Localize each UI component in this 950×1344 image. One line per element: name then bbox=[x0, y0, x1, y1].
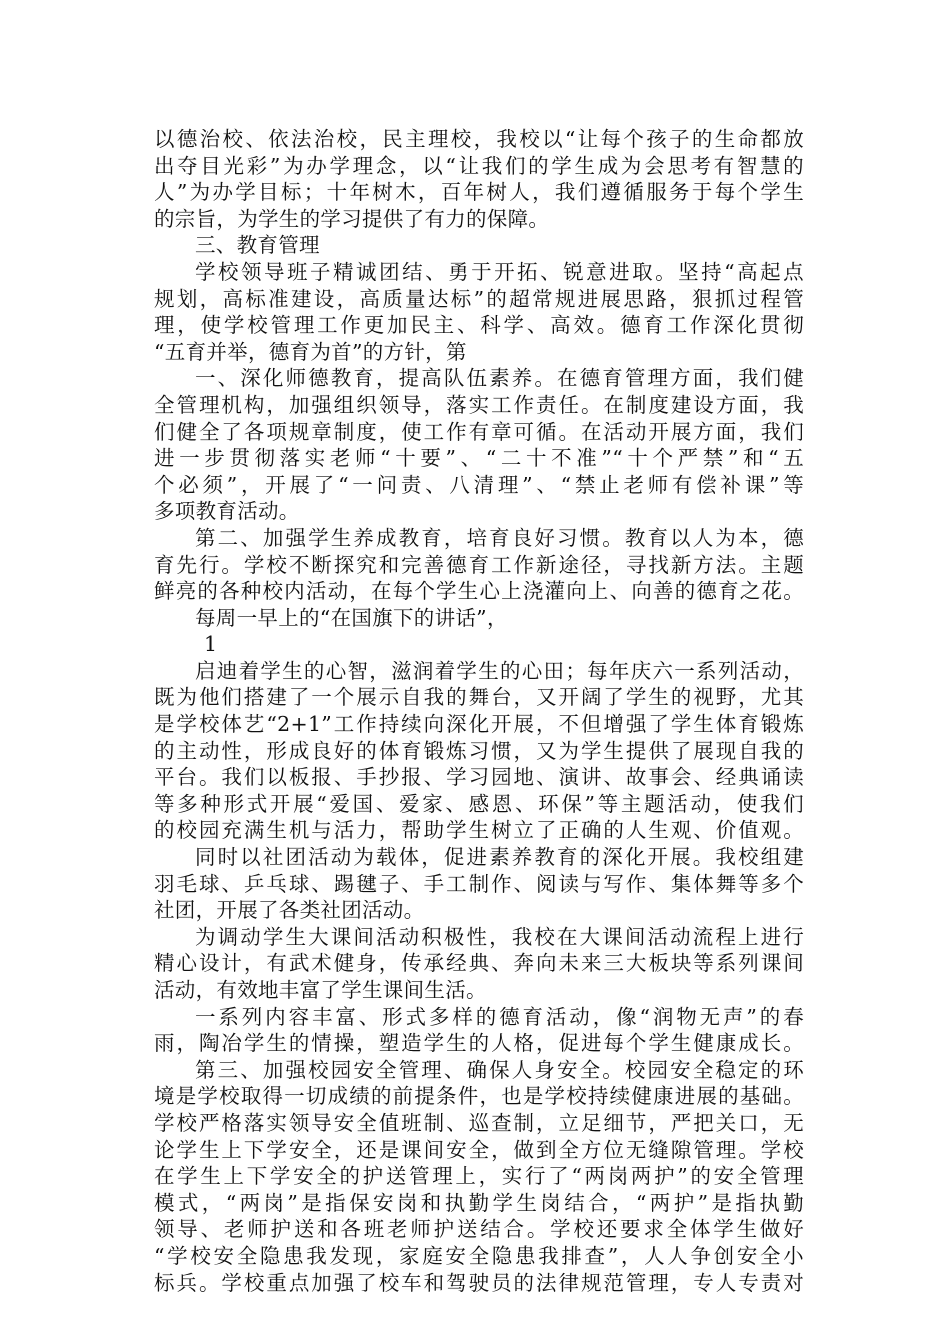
text-line: 的校园充满生机与活力，帮助学生树立了正确的人生观、价值观。 bbox=[154, 818, 804, 843]
text-line: 学校严格落实领导安全值班制、巡查制，立足细节，严把关口，无 bbox=[154, 1110, 804, 1135]
text-line: “五育并举，德育为首”的方针，第 bbox=[154, 339, 467, 364]
text-line: 论学生上下学安全，还是课间安全，做到全方位无缝隙管理。学校 bbox=[154, 1137, 804, 1162]
text-line: “学校安全隐患我发现，家庭安全隐患我排查”，人人争创安全小 bbox=[154, 1243, 804, 1268]
text-line: 第二、加强学生养成教育，培育良好习惯。教育以人为本，德 bbox=[195, 525, 804, 550]
text-line: 鲜亮的各种校内活动，在每个学生心上浇灌向上、向善的德育之花。 bbox=[154, 579, 804, 604]
text-line: 们健全了各项规章制度，使工作有章可循。在活动开展方面，我们 bbox=[154, 419, 804, 444]
text-line: 的宗旨，为学生的学习提供了有力的保障。 bbox=[154, 206, 550, 231]
text-line: 羽毛球、乒乓球、踢毽子、手工制作、阅读与写作、集体舞等多个 bbox=[154, 871, 804, 896]
text-line: 雨，陶冶学生的情操，塑造学生的人格，促进每个学生健康成长。 bbox=[154, 1031, 804, 1056]
text-line: 个必须”，开展了“一问责、八清理”、“禁止老师有偿补课”等 bbox=[154, 472, 804, 497]
text-line: 活动，有效地丰富了学生课间生活。 bbox=[154, 978, 487, 1002]
text-line: 是学校体艺“2+1”工作持续向深化开展，不但增强了学生体育锻炼 bbox=[154, 712, 804, 737]
text-line: 等多种形式开展“爱国、爱家、感恩、环保”等主题活动，使我们 bbox=[154, 791, 804, 816]
text-line: 育先行。学校不断探究和完善德育工作新途径，寻找新方法。主题 bbox=[154, 552, 804, 577]
text-line: 社团，开展了各类社团活动。 bbox=[154, 898, 425, 923]
text-line: 学校领导班子精诚团结、勇于开拓、锐意进取。坚持“高起点 bbox=[195, 259, 804, 284]
text-line: 境是学校取得一切成绩的前提条件，也是学校持续健康进展的基础。 bbox=[154, 1084, 804, 1109]
text-line: 的主动性，形成良好的体育锻炼习惯，又为学生提供了展现自我的 bbox=[154, 738, 804, 763]
page-number: 1 bbox=[204, 632, 218, 657]
document-body bbox=[154, 126, 804, 1296]
text-line: 多项教育活动。 bbox=[154, 499, 300, 524]
text-line: 精心设计，有武术健身，传承经典、奔向未来三大板块等系列课间 bbox=[154, 951, 804, 976]
text-line: 第三、加强校园安全管理、确保人身安全。校园安全稳定的环 bbox=[195, 1057, 804, 1082]
text-line: 一、深化师德教育，提高队伍素养。在德育管理方面，我们健 bbox=[195, 366, 804, 391]
text-line: 一系列内容丰富、形式多样的德育活动，像“润物无声”的春 bbox=[195, 1004, 804, 1029]
text-line: 领导、老师护送和各班老师护送结合。学校还要求全体学生做好 bbox=[154, 1217, 804, 1242]
text-line: 以德治校、依法治校，民主理校，我校以“让每个孩子的生命都放 bbox=[154, 127, 804, 151]
text-line: 规划，高标准建设，高质量达标”的超常规进展思路，狠抓过程管 bbox=[154, 286, 804, 311]
text-line: 在学生上下学安全的护送管理上，实行了“两岗两护”的安全管理 bbox=[154, 1164, 804, 1189]
text-line: 进一步贯彻落实老师“十要”、“二十不准”“十个严禁”和“五 bbox=[154, 446, 804, 471]
text-line: 人”为办学目标；十年树木，百年树人，我们遵循服务于每个学生 bbox=[154, 180, 804, 205]
text-line: 模式，“两岗”是指保安岗和执勤学生岗结合，“两护”是指执勤 bbox=[154, 1190, 804, 1215]
text-line: 每周一早上的“在国旗下的讲话”， bbox=[195, 605, 508, 630]
text-line: 既为他们搭建了一个展示自我的舞台，又开阔了学生的视野，尤其 bbox=[154, 685, 804, 710]
section-heading: 三、教育管理 bbox=[195, 233, 320, 258]
text-line: 出夺目光彩”为办学理念，以“让我们的学生成为会思考有智慧的 bbox=[154, 153, 804, 178]
text-line: 启迪着学生的心智，滋润着学生的心田；每年庆六一系列活动， bbox=[195, 658, 804, 683]
text-line: 全管理机构，加强组织领导，落实工作责任。在制度建设方面，我 bbox=[154, 392, 804, 417]
text-line: 理，使学校管理工作更加民主、科学、高效。德育工作深化贯彻 bbox=[154, 313, 804, 338]
text-line: 为调动学生大课间活动积极性，我校在大课间活动流程上进行 bbox=[195, 924, 804, 949]
text-line: 标兵。学校重点加强了校车和驾驶员的法律规范管理，专人专责对 bbox=[154, 1270, 804, 1295]
text-line: 平台。我们以板报、手抄报、学习园地、演讲、故事会、经典诵读 bbox=[154, 765, 804, 790]
text-line: 同时以社团活动为载体，促进素养教育的深化开展。我校组建 bbox=[195, 845, 804, 870]
